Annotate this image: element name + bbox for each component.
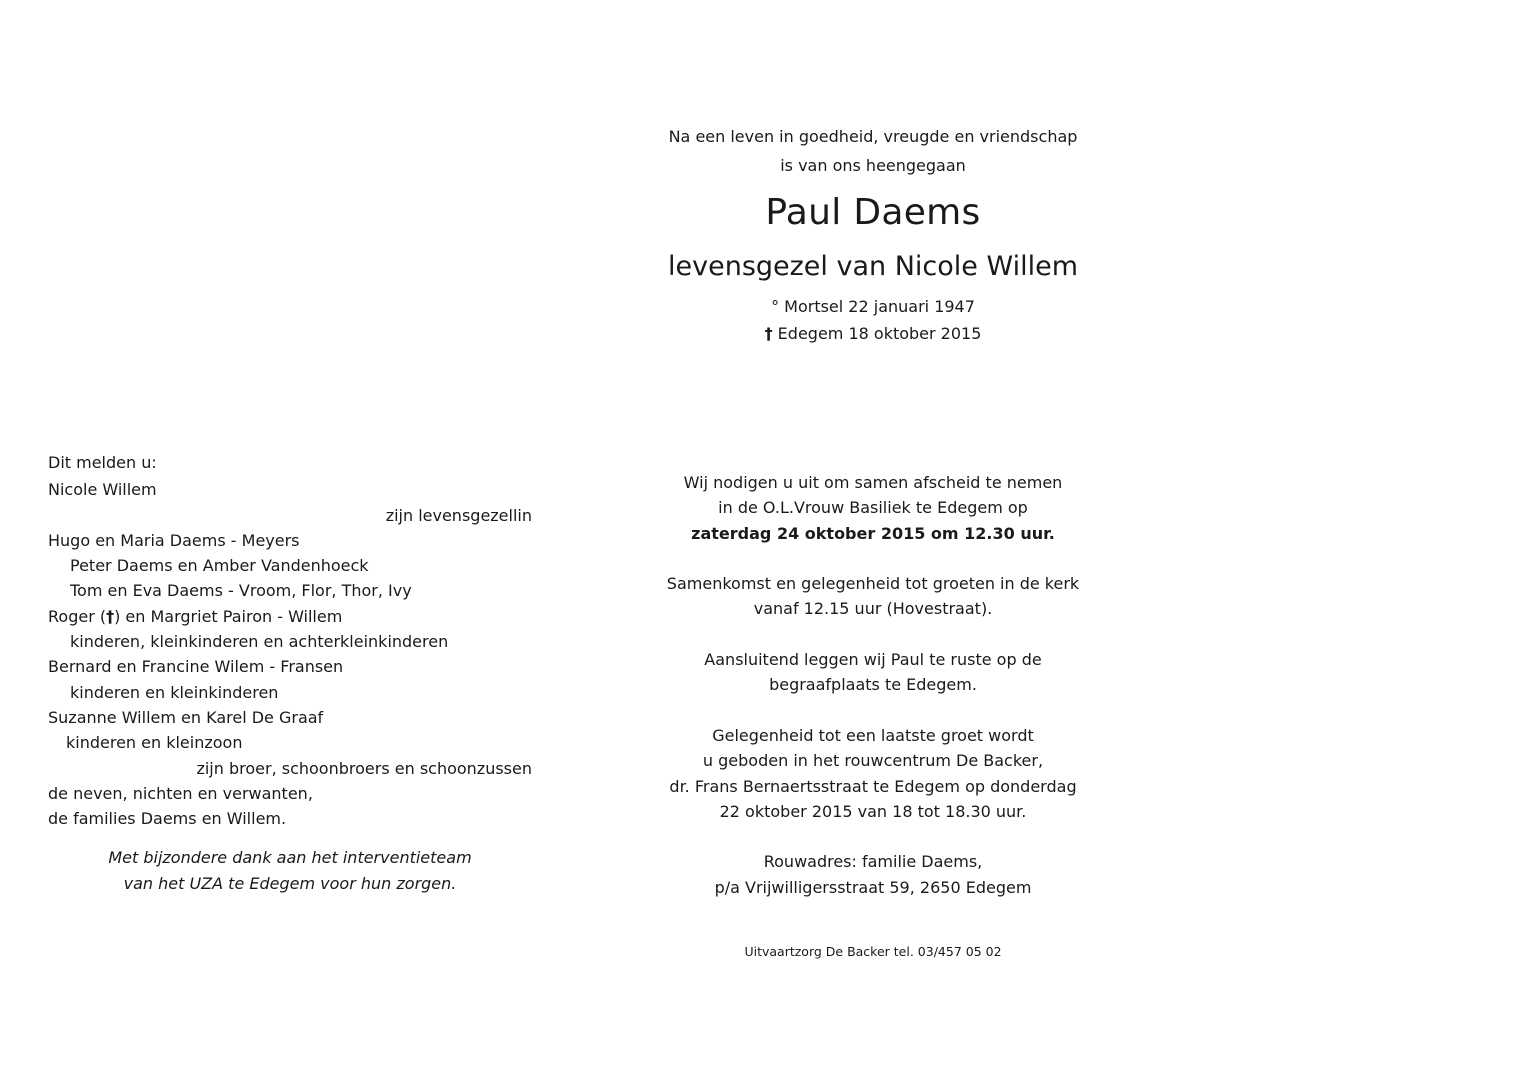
family-line-bernard: Bernard en Francine Wilem - Fransen: [48, 657, 344, 677]
family-list: [48, 450, 538, 831]
family-line-families: de families Daems en Willem.: [48, 809, 287, 829]
gathering-line-2: vanaf 12.15 uur (Hovestraat).: [753, 599, 993, 619]
family-line-suzanne-kids: kinderen en kleinzoon: [66, 733, 243, 753]
family-line-roger-kids: kinderen, kleinkinderen en achterkleinkinderen: [70, 632, 449, 652]
death-text: Edegem 18 oktober 2015: [777, 324, 982, 343]
thanks-note: [48, 845, 532, 896]
gathering-paragraph: [573, 571, 1173, 622]
ceremony-info: [573, 470, 1173, 925]
partner-name: Nicole Willem: [48, 480, 157, 500]
funeral-home-footer: Uitvaartzorg De Backer tel. 03/457 05 02: [744, 944, 1002, 959]
death-line: [573, 320, 1173, 347]
invite-line-2: in de O.L.Vrouw Basiliek te Edegem op: [718, 498, 1028, 518]
thanks-line-1: Met bijzondere dank aan het interventieteam: [108, 848, 472, 867]
farewell-paragraph: [573, 723, 1173, 824]
burial-line-2: begraafplaats te Edegem.: [769, 675, 977, 695]
family-line-peter: Peter Daems en Amber Vandenhoeck: [70, 556, 369, 576]
intro-line-2: is van ons heengegaan: [780, 156, 966, 175]
family-line-hugo: Hugo en Maria Daems - Meyers: [48, 530, 300, 550]
cross-icon: †: [764, 324, 773, 343]
invite-line-1: Wij nodigen u uit om samen afscheid te nemen: [683, 473, 1063, 492]
address-paragraph: [573, 849, 1173, 900]
family-line-roger: [48, 604, 538, 629]
birth-line: ° Mortsel 22 januari 1947: [771, 297, 975, 316]
invite-date: zaterdag 24 oktober 2015 om 12.30 uur.: [691, 523, 1055, 543]
cross-icon: †: [106, 606, 115, 626]
burial-line-1: Aansluitend leggen wij Paul te ruste op de: [704, 650, 1042, 670]
family-line-tom: Tom en Eva Daems - Vroom, Flor, Thor, Ivy: [70, 581, 412, 601]
address-line-1: Rouwadres: familie Daems,: [763, 852, 983, 872]
deceased-name: Paul Daems: [765, 192, 981, 233]
invite-paragraph: [573, 470, 1173, 546]
intro-text: [573, 122, 1173, 180]
address-line-2: p/a Vrijwilligersstraat 59, 2650 Edegem: [714, 877, 1032, 897]
partner-line: levensgezel van Nicole Willem: [668, 251, 1078, 282]
roger-name: Roger (: [48, 606, 107, 626]
partner-role: zijn levensgezellin: [385, 505, 532, 525]
farewell-line-4: 22 oktober 2015 van 18 tot 18.30 uur.: [719, 801, 1027, 821]
intro-line-1: Na een leven in goedheid, vreugde en vriendschap: [668, 127, 1078, 146]
farewell-line-2: u geboden in het rouwcentrum De Backer,: [702, 751, 1044, 771]
burial-paragraph: [573, 647, 1173, 698]
family-heading: Dit melden u:: [48, 453, 157, 472]
farewell-line-1: Gelegenheid tot een laatste groet wordt: [712, 725, 1034, 745]
siblings-role: zijn broer, schoonbroers en schoonzussen: [196, 758, 532, 778]
roger-rest: ) en Margriet Pairon - Willem: [114, 606, 343, 626]
life-dates: [573, 293, 1173, 347]
family-line-suzanne: Suzanne Willem en Karel De Graaf: [48, 707, 324, 727]
thanks-line-2: van het UZA te Edegem voor hun zorgen.: [123, 873, 457, 893]
farewell-line-3: dr. Frans Bernaertsstraat te Edegem op donderdag: [669, 776, 1077, 796]
family-line-neven: de neven, nichten en verwanten,: [48, 783, 313, 803]
gathering-line-1: Samenkomst en gelegenheid tot groeten in de kerk: [666, 574, 1080, 594]
family-line-bernard-kids: kinderen en kleinkinderen: [70, 682, 279, 702]
